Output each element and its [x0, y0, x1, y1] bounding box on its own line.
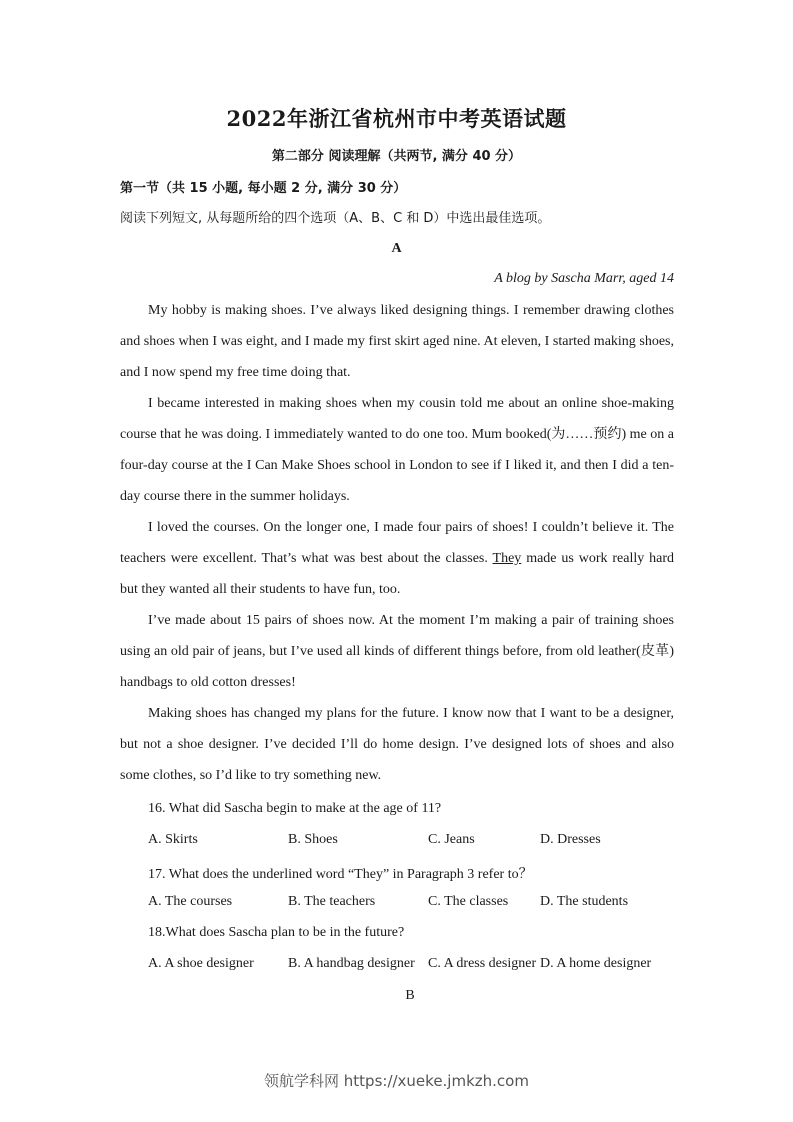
passage-byline: A blog by Sascha Marr, aged 14	[494, 271, 674, 286]
option-c[interactable]: C. The classes	[428, 894, 509, 909]
option-b[interactable]: B. A handbag designer	[288, 956, 415, 971]
option-d[interactable]: D. The students	[540, 894, 629, 909]
underlined-word: They	[492, 551, 522, 566]
option-d[interactable]: D. A home designer	[540, 956, 652, 971]
question-18: 18.What does Sascha plan to be in the future?	[148, 925, 405, 940]
option-a[interactable]: A. A shoe designer	[148, 956, 254, 971]
part-subtitle: 第二部分 阅读理解（共两节, 满分 40 分）	[271, 149, 522, 164]
option-c[interactable]: C. A dress designer	[428, 956, 537, 971]
paragraph-3-part-1: I loved the courses. On the longer one, I made four pairs of shoes! I couldn’t believe it. The teachers were excellent. That’s what was best about the classes.	[120, 520, 674, 566]
paragraph-3	[120, 512, 674, 605]
option-b[interactable]: B. Shoes	[288, 832, 338, 847]
option-a[interactable]: A. The courses	[148, 894, 233, 909]
question-18-options	[148, 956, 688, 976]
option-d[interactable]: D. Dresses	[540, 832, 601, 847]
section-heading: 第一节（共 15 小题, 每小题 2 分, 满分 30 分）	[120, 181, 407, 196]
paragraph-5: Making shoes has changed my plans for the future. I know now that I want to be a designer, but not a shoe designer. I’ve decided I’ll do home design. I’ve designed lots of shoes and also some clothes, so I’d like to try something new.	[120, 706, 674, 783]
passage-a-label: A	[391, 241, 402, 256]
page-title: 2022年浙江省杭州市中考英语试题	[226, 106, 567, 131]
question-16-options	[148, 832, 688, 852]
option-a[interactable]: A. Skirts	[148, 832, 198, 847]
passage-a-body	[120, 295, 674, 791]
question-17: 17. What does the underlined word “They” in Paragraph 3 refer to？	[148, 867, 533, 882]
question-17-options	[148, 894, 688, 914]
footer-watermark: 领航学科网 https://xueke.jmkzh.com	[264, 1072, 529, 1090]
paragraph-2: I became interested in making shoes when my cousin told me about an online shoe-making course that he was doing. I immediately wanted to do one too. Mum booked(为……预约) me on a four-day course at the I Can Make Shoes school in London to see if I liked it, and then I did a ten-day course there in the summer holidays.	[120, 396, 674, 504]
paragraph-4: I’ve made about 15 pairs of shoes now. At the moment I’m making a pair of training shoes using an old pair of jeans, but I’ve used all kinds of different things before, from old leather(皮革) handbags to old cotton dresses!	[120, 613, 674, 690]
option-b[interactable]: B. The teachers	[288, 894, 376, 909]
option-c[interactable]: C. Jeans	[428, 832, 475, 847]
paragraph-3-part-2: made us work really hard but they wanted all their students to have fun, too.	[120, 551, 675, 597]
question-16: 16. What did Sascha begin to make at the age of 11?	[148, 801, 442, 816]
instructions: 阅读下列短文, 从每题所给的四个选项（A、B、C 和 D）中选出最佳选项。	[120, 211, 551, 226]
paragraph-1: My hobby is making shoes. I’ve always liked designing things. I remember drawing clothes and shoes when I was eight, and I made my first skirt aged nine. At eleven, I started making shoes, and I now spend my free time doing that.	[120, 303, 674, 380]
passage-b-label: B	[405, 988, 415, 1003]
